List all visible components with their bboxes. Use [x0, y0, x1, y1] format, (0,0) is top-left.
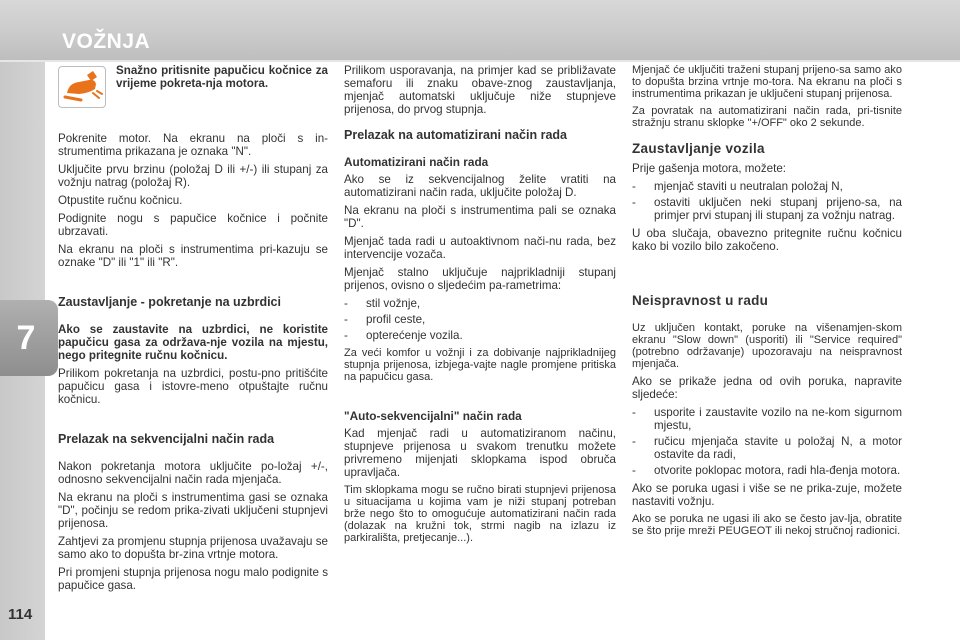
- malfunction-intro: Uz uključen kontakt, poruke na višenamjen-skom ekranu "Slow down" (usporiti) ili "Service required" (potrebno održavanje) upozoravaju na neispravnost mjenjača.: [632, 322, 902, 370]
- list-item: - mjenjač staviti u neutralan položaj N,: [632, 180, 843, 193]
- list-item: - stil vožnje,: [344, 297, 421, 310]
- page-header: [0, 0, 960, 62]
- hill-start-heading: Zaustavljanje - pokretanje na uzbrdici: [58, 295, 281, 309]
- stopping-list: [632, 180, 902, 222]
- automated-mode-subheading: Automatizirani način rada: [344, 155, 489, 169]
- chapter-number: 7: [16, 319, 36, 357]
- stopping-intro: Prije gašenja motora, možete:: [632, 162, 787, 175]
- warning-box: [58, 64, 328, 122]
- sequential-paragraph: Zahtjevi za promjenu stupnja prijenosa uvažavaju se samo ako to dopušta br-zina vrtnje motora.: [58, 535, 328, 561]
- list-item: - ostaviti uključen neki stupanj prijeno-sa, na primjer prvi stupanj ili stupanj za vožnju natrag.: [632, 196, 902, 222]
- sequential-mode-heading: Prelazak na sekvencijalni način rada: [58, 432, 275, 446]
- stopping-vehicle-heading: Zaustavljanje vozila: [632, 141, 765, 156]
- column-2: [344, 64, 616, 549]
- malfunction-heading: Neispravnost u radu: [632, 293, 769, 308]
- sequential-paragraph: Nakon pokretanja motora uključite po-ložaj +/-, odnosno sekvencijalni način rada mjenjača.: [58, 460, 328, 486]
- downshift-paragraph: Prilikom usporavanja, na primjer kad se približavate semaforu ili znaku obave-znog zaustavljanja, mjenjač automatski uključuje niže stupnjeve prijenosa, do prvog stupnja.: [344, 64, 616, 116]
- list-item: - ručicu mjenjača stavite u položaj N, a motor ostavite da radi,: [632, 435, 902, 461]
- column-3: [632, 64, 902, 542]
- auto-sequential-note: Tim sklopkama mogu se ručno birati stupnjevi prijenosa u situacijama u kojima vam je niži stupanj potreban brže nego što to omogućuje automatizirani način rada (dolazak na kružni tok, strmi nagib na izlazu iz parkirališta, pretjecanje...).: [344, 484, 616, 544]
- intro-paragraph: Otpustite ručnu kočnicu.: [58, 194, 183, 207]
- hill-start-warning: Ako se zaustavite na uzbrdici, ne koristite papučicu gasa za održava-nje vozila na mjestu, nego pritegnite ručnu kočnicu.: [58, 323, 328, 362]
- intro-paragraph: Podignite nogu s papučice kočnice i počnite ubrzavati.: [58, 212, 328, 238]
- stopping-outro: U oba slučaja, obavezno pritegnite ručnu kočnicu kako bi vozilo bilo zakočeno.: [632, 227, 902, 253]
- auto-sequential-text: Kad mjenjač radi u automatiziranom načinu, stupnjeve prijenosa u svakom trenutku možete privremeno mijenjati sklopkama ispod obruča upravljača.: [344, 427, 616, 479]
- auto-sequential-heading: "Auto-sekvencijalni" način rada: [344, 409, 522, 423]
- header-divider: [0, 60, 960, 62]
- automated-paragraph: Mjenjač stalno uključuje najprikladniji stupanj prijenos, ovisno o sljedećim pa-rametrima:: [344, 266, 616, 292]
- intro-paragraph: Uključite prvu brzinu (položaj D ili +/-) ili stupanj za vožnju natrag (položaj R).: [58, 163, 328, 189]
- list-item: - usporite i zaustavite vozilo na ne-kom sigurnom mjestu,: [632, 406, 902, 432]
- list-item: - profil ceste,: [344, 313, 426, 326]
- list-item: - otvorite poklopac motora, radi hla-đenja motora.: [632, 464, 901, 477]
- sequential-paragraph: Pri promjeni stupnja prijenosa nogu malo podignite s papučice gasa.: [58, 566, 328, 592]
- automated-mode-heading: Prelazak na automatizirani način rada: [344, 128, 567, 142]
- automated-paragraph: Mjenjač tada radi u autoaktivnom nači-nu rada, bez intervencije vozača.: [344, 235, 616, 261]
- sequential-paragraph: Na ekranu na ploči s instrumentima gasi se oznaka "D", počinju se redom prika-zivati uključeni stupnjevi prijenosa.: [58, 491, 328, 530]
- return-to-auto-note: Za povratak na automatizirani način rada, pri-tisnite stražnju stranu sklopke "+/OFF" oko 2 sekunde.: [632, 105, 902, 129]
- section-title: VOŽNJA: [62, 30, 151, 53]
- column-1: [58, 64, 328, 597]
- page-number: 114: [8, 606, 33, 623]
- comfort-note: Za veći komfor u vožnji i za dobivanje najprikladnijeg stupnja prijenosa, izbjega-vajte nagle promjene pritiska na papučicu gasa.: [344, 347, 616, 383]
- malfunction-lead: Ako se prikaže jedna od ovih poruka, napravite sljedeće:: [632, 375, 902, 401]
- malfunction-repeat: Ako se poruka ugasi i više se ne prika-zuje, možete nastaviti vožnju.: [632, 482, 902, 508]
- list-item: - opterećenje vozila.: [344, 329, 463, 342]
- gear-engage-paragraph: Mjenjač će uključiti traženi stupanj prijeno-sa samo ako to dopušta brzina vrtnje mo-tora. Na ekranu na ploči s instrumentima prikazan je uključeni stupanj prijenosa.: [632, 64, 902, 100]
- malfunction-contact: Ako se poruka ne ugasi ili ako se često jav-lja, obratite se što prije mreži PEUGEOT ili nekoj stručnoj radionici.: [632, 513, 902, 537]
- warning-text: Snažno pritisnite papučicu kočnice za vrijeme pokreta-nja motora.: [116, 64, 328, 90]
- hill-start-text: Prilikom pokretanja na uzbrdici, postu-pno pritišćite papučicu gasa i istovre-meno otpuštajte ručnu kočnicu.: [58, 367, 328, 406]
- parameter-list: [344, 297, 616, 342]
- intro-paragraph: Na ekranu na ploči s instrumentima pri-kazuju se oznake "D" ili "1" ili "R".: [58, 243, 328, 269]
- malfunction-list: [632, 406, 902, 477]
- intro-paragraph: Pokrenite motor. Na ekranu na ploči s in-strumentima prikazana je oznaka "N".: [58, 132, 328, 158]
- foot-on-brake-pedal-icon: [58, 66, 106, 108]
- automated-paragraph: Ako se iz sekvencijalnog želite vratiti na automatizirani način rada, uključite položaj D.: [344, 173, 616, 199]
- automated-paragraph: Na ekranu na ploči s instrumentima pali se oznaka "D".: [344, 204, 616, 230]
